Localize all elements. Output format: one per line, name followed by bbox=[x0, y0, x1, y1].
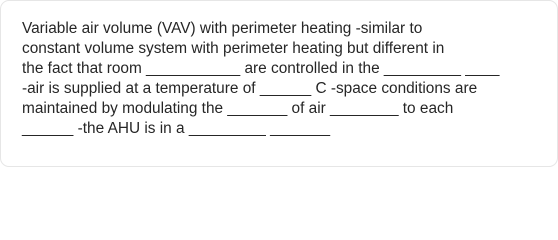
question-line-2: constant volume system with perimeter heating but different in bbox=[22, 40, 445, 57]
question-line-4: -air is supplied at a temperature of ______ C -space conditions are bbox=[22, 80, 478, 97]
question-line-5: maintained by modulating the _______ of air ________ to each bbox=[22, 100, 454, 117]
question-line-3: the fact that room ___________ are controlled in the _________ ____ bbox=[22, 60, 500, 77]
question-text bbox=[22, 19, 552, 139]
question-line-1: Variable air volume (VAV) with perimeter heating -similar to bbox=[22, 20, 423, 37]
question-line-6: ______ -the AHU is in a _________ _______ bbox=[22, 120, 331, 137]
